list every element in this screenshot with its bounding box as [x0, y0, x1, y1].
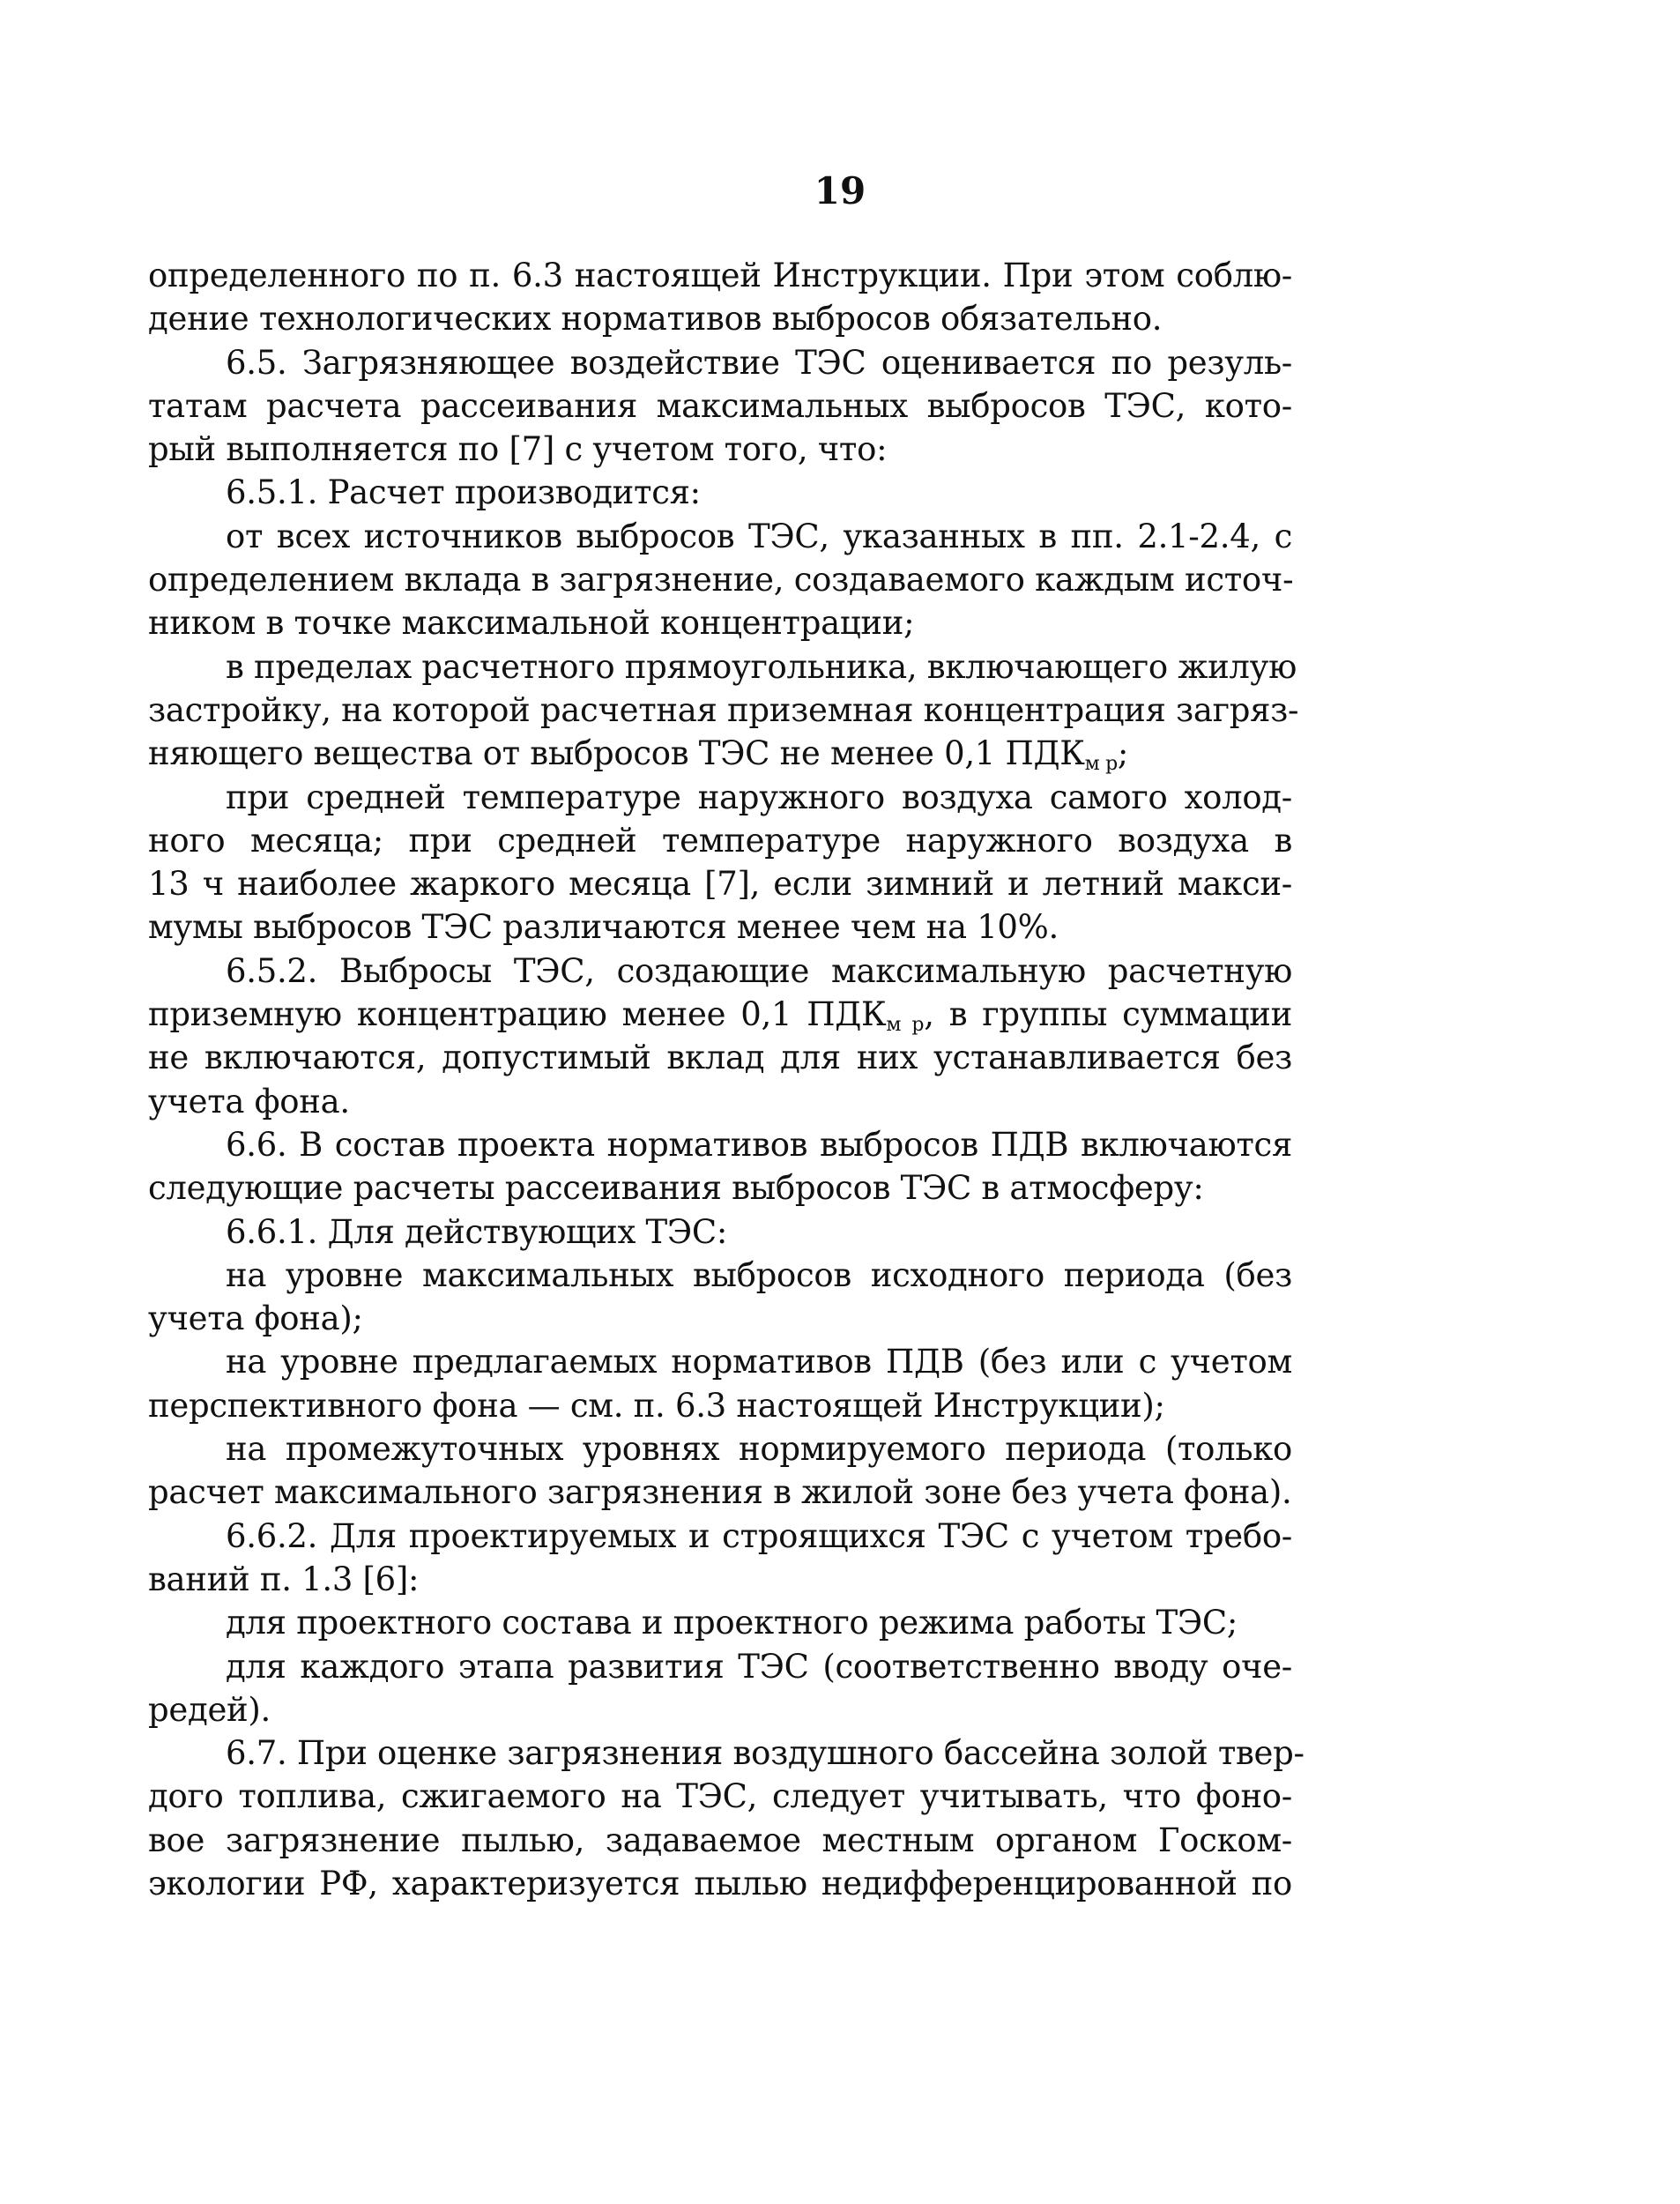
- line-text: дение технологических нормативов выбросов обязательно.: [148, 300, 1163, 339]
- text-line: [148, 471, 1292, 514]
- line-text: приземную концентрацию менее 0,1 ПДК: [148, 995, 887, 1034]
- text-line: [148, 1166, 1292, 1210]
- line-text: следующие расчеты рассеивания выбросов ТЭС в атмосферу:: [148, 1169, 1204, 1208]
- line-text: мумы выбросов ТЭС различаются менее чем на 10%.: [148, 908, 1059, 947]
- text-line: [148, 993, 1292, 1036]
- text-line: [148, 819, 1292, 862]
- text-line: [148, 558, 1292, 601]
- text-line: [148, 689, 1299, 732]
- text-line: [148, 515, 1292, 558]
- line-text: определением вклада в загрязнение, создаваемого каждым источ-: [148, 561, 1294, 599]
- line-text: для проектного состава и проектного режима работы ТЭС;: [226, 1604, 1238, 1642]
- line-text: рый выполняется по [7] с учетом того, что:: [148, 430, 888, 469]
- text-line: [148, 1297, 1292, 1340]
- text-line: [148, 254, 1292, 297]
- text-line: [148, 776, 1292, 819]
- text-line: [148, 1558, 1292, 1601]
- line-text: на уровне максимальных выбросов исходного периода (без: [226, 1255, 1292, 1294]
- text-line: [148, 905, 1292, 949]
- line-text-tail: ;: [1117, 734, 1129, 773]
- line-text: учета фона.: [148, 1082, 350, 1121]
- text-line: [148, 1731, 1305, 1775]
- text-line: [148, 601, 1292, 644]
- text-line: [148, 341, 1292, 384]
- line-text: перспективного фона — см. п. 6.3 настоящей Инструкции);: [148, 1386, 1165, 1425]
- line-text: 6.5.1. Расчет производится:: [226, 473, 701, 512]
- line-text: ником в точке максимальной концентрации;: [148, 604, 915, 643]
- line-text: дого топлива, сжигаемого на ТЭС, следует учитывать, что фоно-: [148, 1777, 1292, 1816]
- line-text: 6.6.1. Для действующих ТЭС:: [226, 1212, 728, 1251]
- line-text: 6.5. Загрязняющее воздействие ТЭС оценивается по резуль-: [226, 343, 1292, 382]
- line-text: ваний п. 1.3 [6]:: [148, 1560, 420, 1598]
- line-text: экологии РФ, характеризуется пылью недифференцированной по: [148, 1864, 1292, 1902]
- line-text: застройку, на которой расчетная приземная концентрация загряз-: [148, 690, 1299, 729]
- line-text: 6.7. При оценке загрязнения воздушного бассейна золой твер-: [226, 1734, 1305, 1773]
- line-text: учета фона);: [148, 1299, 363, 1338]
- line-text: 6.5.2. Выбросы ТЭС, создающие максимальную расчетную: [226, 951, 1292, 990]
- line-text: от всех источников выбросов ТЭС, указанных в пп. 2.1-2.4, с: [226, 517, 1292, 555]
- line-text: на промежуточных уровнях нормируемого периода (только: [226, 1430, 1292, 1469]
- line-text: при средней температуре наружного воздуха самого холод-: [226, 778, 1292, 816]
- line-text: ного месяца; при средней температуре наружного воздуха в: [148, 821, 1292, 860]
- text-line: [148, 732, 1292, 775]
- line-text: 13 ч наиболее жаркого месяца [7], если зимний и летний макси-: [148, 865, 1292, 904]
- text-line: [148, 862, 1292, 905]
- line-text: не включаются, допустимый вклад для них устанавливается без: [148, 1039, 1292, 1077]
- text-line: [148, 1080, 1292, 1123]
- subscript: м р: [1084, 753, 1118, 776]
- line-text: на уровне предлагаемых нормативов ПДВ (без или с учетом: [226, 1343, 1292, 1381]
- line-text: редей).: [148, 1690, 271, 1729]
- line-text: татам расчета рассеивания максимальных выбросов ТЭС, кото-: [148, 386, 1292, 425]
- text-line: [148, 1601, 1292, 1644]
- subscript: м р: [886, 1014, 925, 1037]
- text-line: [148, 1384, 1292, 1427]
- text-line: [148, 1210, 1292, 1254]
- text-line: [148, 1427, 1292, 1471]
- text-line: [148, 1036, 1292, 1079]
- line-text: няющего вещества от выбросов ТЭС не менее 0,1 ПДК: [148, 734, 1085, 773]
- text-line: [148, 297, 1292, 340]
- line-text: вое загрязнение пылью, задаваемое местным органом Госком-: [148, 1821, 1292, 1859]
- line-text: для каждого этапа развития ТЭС (соответственно вводу оче-: [226, 1647, 1292, 1686]
- text-line: [148, 1340, 1292, 1383]
- text-line: [148, 384, 1292, 428]
- text-line: [148, 1123, 1292, 1166]
- text-line: [148, 1862, 1292, 1905]
- page-number: 19: [814, 169, 866, 212]
- line-text-tail: , в группы суммации: [924, 995, 1292, 1034]
- line-text: определенного по п. 6.3 настоящей Инструкции. При этом соблю-: [148, 257, 1292, 294]
- body-text: [148, 254, 1305, 1905]
- text-line: [148, 1645, 1292, 1688]
- text-line: [148, 645, 1297, 689]
- text-line: [148, 1819, 1292, 1862]
- text-line: [148, 1254, 1292, 1297]
- line-text: 6.6.2. Для проектируемых и строящихся ТЭС с учетом требо-: [226, 1516, 1292, 1555]
- text-line: [148, 949, 1292, 993]
- line-text: в пределах расчетного прямоугольника, включающего жилую: [226, 647, 1297, 686]
- text-line: [148, 1688, 1292, 1731]
- line-text: расчет максимального загрязнения в жилой зоне без учета фона).: [148, 1473, 1292, 1512]
- text-line: [148, 1775, 1292, 1818]
- line-text: 6.6. В состав проекта нормативов выбросов ПДВ включаются: [226, 1125, 1292, 1164]
- text-line: [148, 428, 1292, 471]
- text-line: [148, 1471, 1292, 1514]
- text-line: [148, 1515, 1292, 1558]
